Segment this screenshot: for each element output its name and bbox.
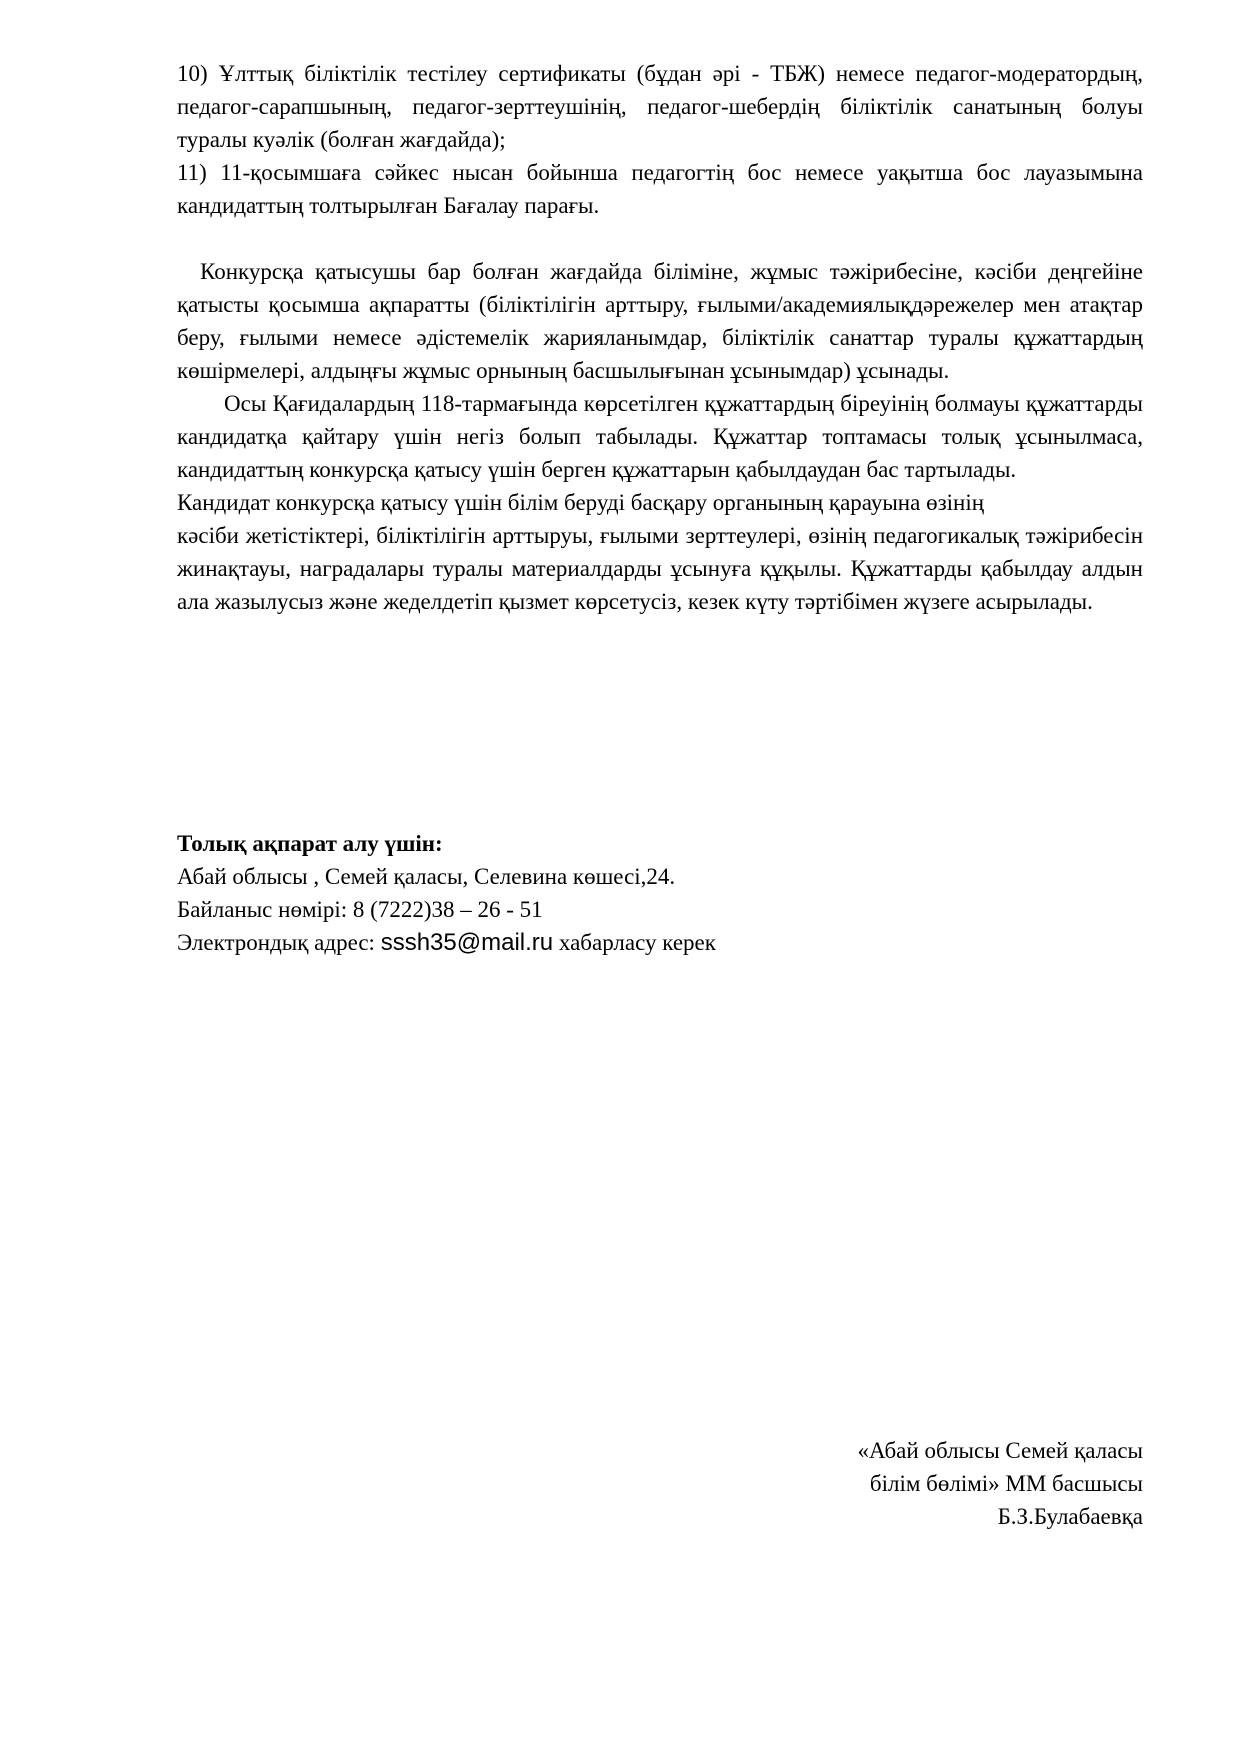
contact-block (177, 827, 1143, 959)
contact-heading: Толық ақпарат алу үшін: (177, 831, 443, 856)
contact-email-line (177, 926, 1143, 959)
contact-email-label: Электрондық адрес: (177, 930, 381, 955)
signature-line-2: білім бөлімі» ММ басшысы (869, 1471, 1143, 1496)
signature-block (858, 1434, 1143, 1533)
paragraph-candidate-rights-intro: Кандидат конкурсқа қатысу үшін білім беруді басқару органының қарауына өзінің (177, 490, 985, 515)
signature-line-1: «Абай облысы Семей қаласы (857, 1438, 1143, 1463)
paragraph-candidate-rights: кәсіби жетістіктері, біліктілігін арттыруы, ғылыми зерттеулері, өзінің педагогикалық тәжірибесін жинақтауы, наградалары туралы материалдарды ұсынуға құқылы. Құжаттарды қабылдау алдын ала жазылусыз және жеделдетіп қызмет көрсетусіз, кезек күту тәртібімен жүзеге асырылады. (177, 523, 1143, 614)
document-body (177, 57, 1143, 618)
contact-email-suffix: хабарласу керек (553, 930, 716, 955)
list-item-11: 11) 11-қосымшаға сәйкес нысан бойынша педагогтің бос немесе уақытша бос лауазымына кандидаттың толтырылған Бағалау парағы. (177, 160, 1143, 218)
contact-email-link[interactable]: sssh35@mail.ru (380, 929, 554, 956)
list-item-10: 10) Ұлттық біліктілік тестілеу сертификаты (бұдан әрі - ТБЖ) немесе педагог-модератордың, педагог-сарапшының, педагог-зерттеушінің, педагог-шебердің біліктілік санатының болуы туралы куәлік (болған жағдайда); (177, 61, 1143, 152)
contact-address: Абай облысы , Семей қаласы, Селевина көшесі,24. (177, 864, 676, 889)
contact-phone: Байланыс нөмірі: 8 (7222)38 – 26 - 51 (177, 897, 543, 922)
paragraph-missing-documents: Осы Қағидалардың 118-тармағында көрсетілген құжаттардың біреуінің болмауы құжаттарды кандидатқа қайтару үшін негіз болып табылады. Құжаттар топтамасы толық ұсынылмаса, кандидаттың конкурсқа қатысу үшін берген құжаттарын қабылдаудан бас тартылады. (177, 391, 1143, 482)
signature-line-3: Б.З.Булабаевқа (997, 1504, 1143, 1529)
paragraph-additional-info: Конкурсқа қатысушы бар болған жағдайда біліміне, жұмыс тәжірибесіне, кәсіби деңгейіне қатысты қосымша ақпаратты (біліктілігін арттыру, ғылыми/академиялықдәрежелер мен атақтар беру, ғылыми немесе әдістемелік жарияланымдар, біліктілік санаттар туралы құжаттардың көшірмелері, алдыңғы жұмыс орнының басшылығынан ұсынымдар) ұсынады. (177, 259, 1143, 383)
paragraph-spacer (177, 222, 1143, 255)
